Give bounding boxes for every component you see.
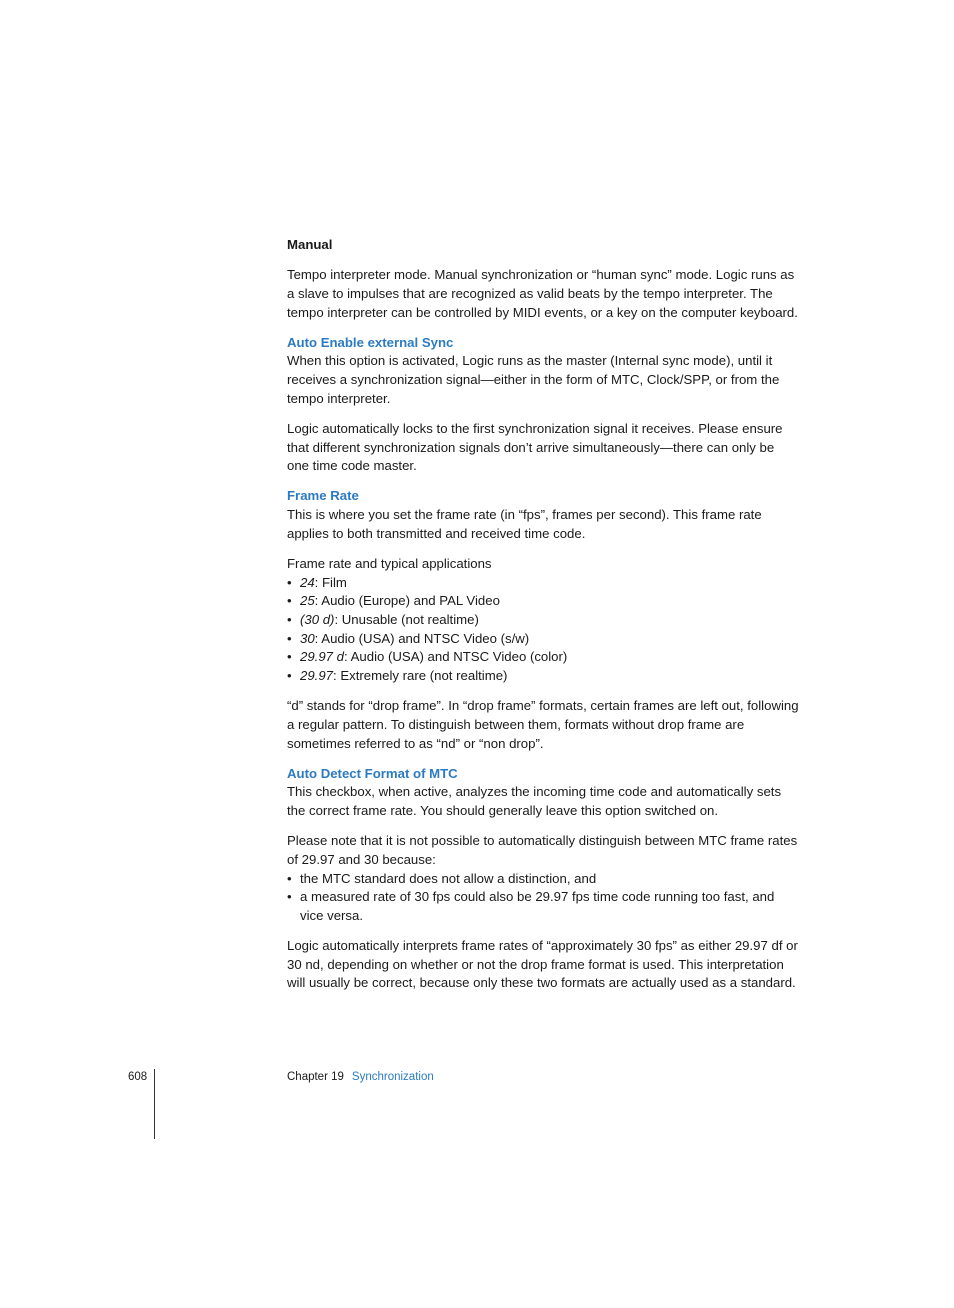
auto-detect-paragraph-3: Logic automatically interprets frame rates of “approximately 30 fps” as either 29.97 df or 30 nd, depending on whether or not the drop frame format is used. This interpretation will usually be correct, because only these two formats are actually used as a standard. (287, 938, 798, 991)
frame-rate-application: : Audio (Europe) and PAL Video (314, 593, 500, 609)
frame-rate-application: : Extremely rare (not realtime) (333, 668, 508, 684)
auto-detect-format-heading: Auto Detect Format of MTC (287, 765, 458, 781)
frame-rate-application: : Audio (USA) and NTSC Video (color) (344, 649, 568, 665)
footer-divider (154, 1069, 155, 1139)
frame-rate-value: 25 (300, 593, 315, 609)
running-footer (287, 1069, 434, 1085)
reason-text: a measured rate of 30 fps could also be 29.97 fps time code running too fast, and vice versa. (300, 889, 775, 923)
frame-rate-list (287, 574, 799, 686)
bullet-icon: • (287, 611, 292, 627)
list-item (287, 574, 799, 593)
page-number: 608 (128, 1071, 148, 1083)
list-item (287, 667, 799, 686)
bullet-icon: • (287, 630, 292, 646)
bullet-icon: • (287, 574, 292, 590)
list-item (287, 888, 799, 925)
list-item (287, 870, 799, 889)
auto-enable-sync-paragraph-1: When this option is activated, Logic runs as the master (Internal sync mode), until it receives a synchronization signal—either in the form of MTC, Clock/SPP, or from the tempo interpreter. (287, 353, 780, 406)
auto-detect-paragraph-1: This checkbox, when active, analyzes the incoming time code and automatically sets the correct frame rate. You should generally leave this option switched on. (287, 784, 782, 819)
bullet-icon: • (287, 649, 292, 665)
bullet-icon: • (287, 593, 292, 609)
bullet-icon: • (287, 870, 292, 886)
page-content (287, 236, 799, 1005)
list-item (287, 648, 799, 667)
bullet-icon: • (287, 889, 292, 905)
frame-rate-list-lead: Frame rate and typical applications (287, 555, 492, 571)
list-item (287, 611, 799, 630)
frame-rate-paragraph-1: This is where you set the frame rate (in “fps”, frames per second). This frame rate applies to both transmitted and received time code. (287, 507, 762, 541)
bullet-icon: • (287, 668, 292, 684)
auto-enable-sync-heading: Auto Enable external Sync (287, 334, 454, 350)
frame-rate-heading: Frame Rate (287, 488, 359, 504)
chapter-title: Synchronization (351, 1071, 434, 1083)
frame-rate-value: 24 (300, 574, 315, 590)
manual-description: Tempo interpreter mode. Manual synchronization or “human sync” mode. Logic runs as a slave to impulses that are recognized as valid beats by the tempo interpreter. The tempo interpreter can be controlled by MIDI events, or a key on the computer keyboard. (287, 267, 798, 320)
frame-rate-application: : Audio (USA) and NTSC Video (s/w) (314, 630, 530, 646)
auto-detect-paragraph-2: Please note that it is not possible to automatically distinguish between MTC frame rates of 29.97 and 30 because: (287, 833, 798, 867)
auto-enable-sync-paragraph-2: Logic automatically locks to the first synchronization signal it receives. Please ensure that different synchronization signals don’t arrive simultaneously—there can only be one time code master. (287, 420, 783, 474)
manual-term: Manual (287, 237, 333, 252)
frame-rate-value: 29.97 (300, 668, 334, 684)
frame-rate-paragraph-2: “d” stands for “drop frame”. In “drop frame” formats, certain frames are left out, following a regular pattern. To distinguish between them, formats without drop frame are sometimes referred to as “nd” or “non drop”. (287, 698, 799, 751)
frame-rate-value: (30 d) (300, 611, 335, 627)
frame-rate-value: 30 (300, 630, 315, 646)
list-item (287, 630, 799, 649)
list-item (287, 592, 799, 611)
chapter-label: Chapter 19 (287, 1071, 344, 1083)
reason-text: the MTC standard does not allow a distinction, and (300, 870, 597, 886)
frame-rate-application: : Film (314, 574, 347, 590)
auto-detect-reasons-list (287, 870, 799, 926)
frame-rate-value: 29.97 d (300, 649, 344, 665)
frame-rate-application: : Unusable (not realtime) (334, 611, 479, 627)
